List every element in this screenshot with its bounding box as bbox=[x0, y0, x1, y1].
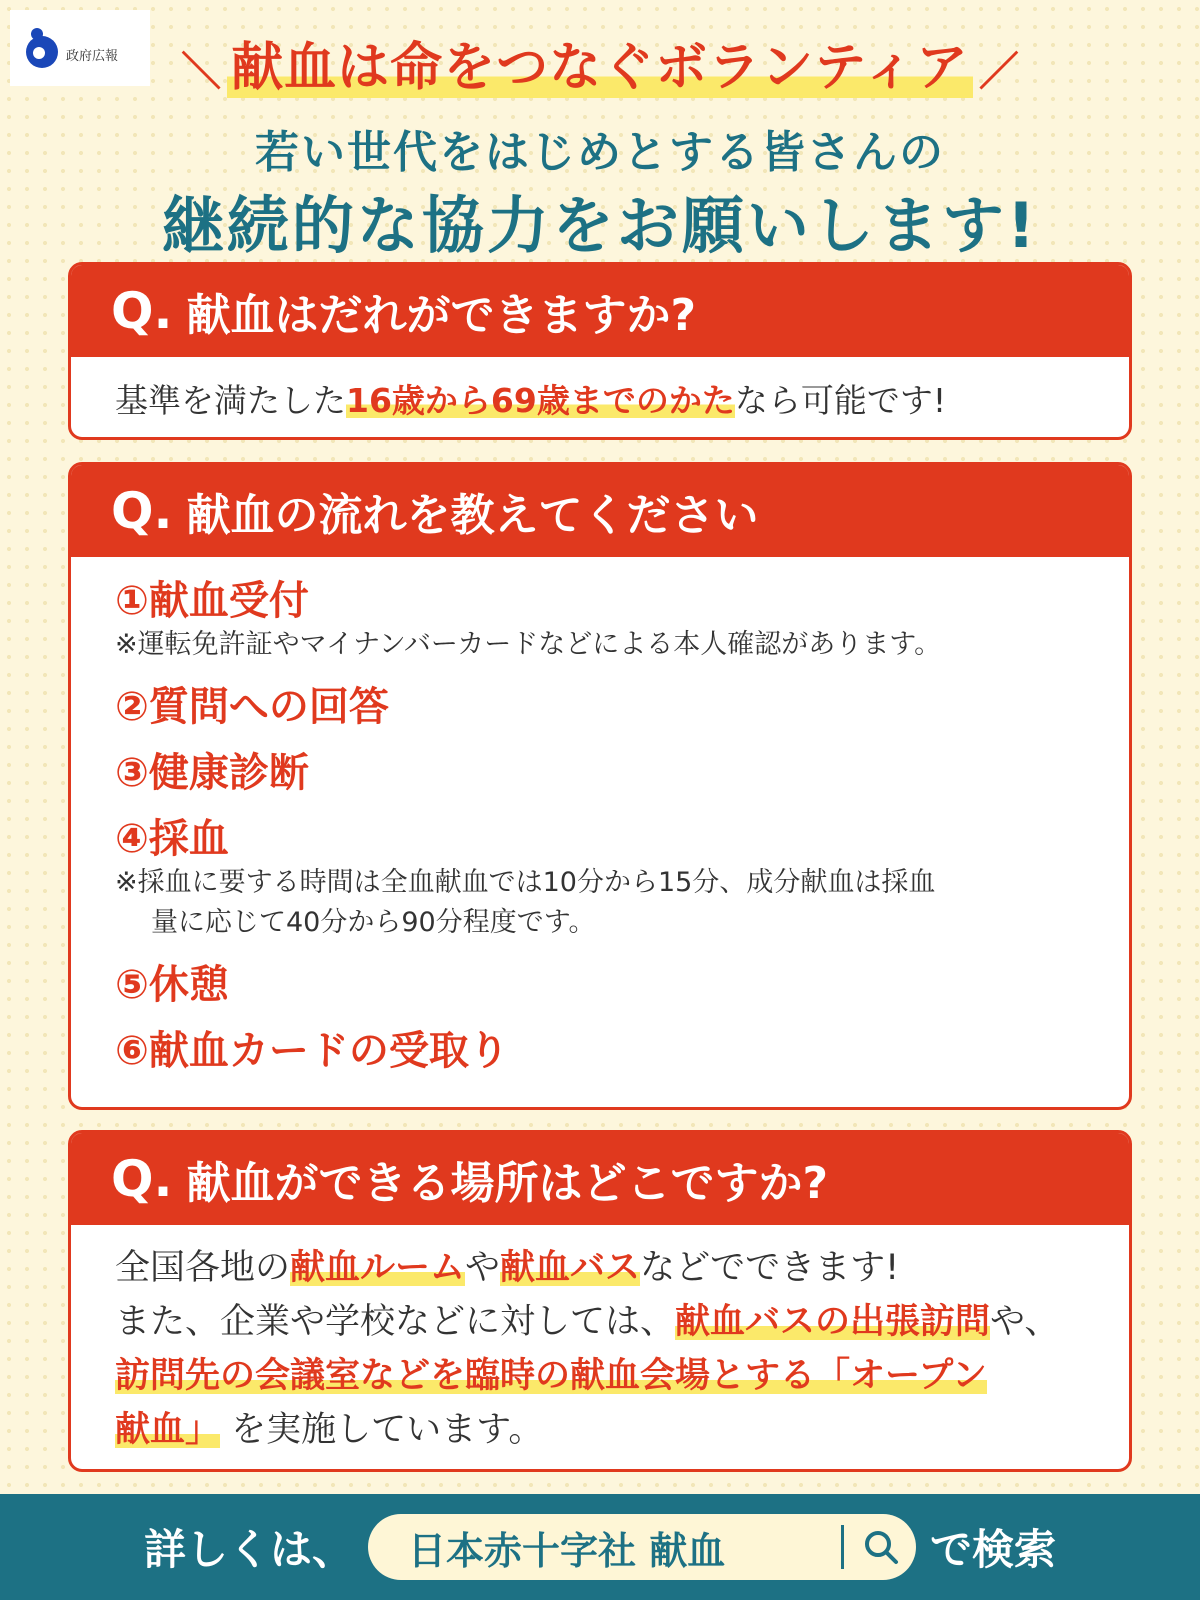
step-card-receipt: ⑥献血カードの受取り bbox=[115, 1028, 509, 1074]
text-segment: を実施しています。 bbox=[231, 1410, 544, 1450]
qa-card-where bbox=[68, 1130, 1132, 1472]
q-mark: Q. bbox=[111, 482, 173, 540]
step-blood-draw: ④採血 bbox=[115, 816, 229, 862]
answer-line1 bbox=[115, 1241, 1085, 1295]
subtitle-line1: 若い世代をはじめとする皆さんの bbox=[255, 127, 945, 178]
subtitle-line2: 継続的な協力をお願いします! bbox=[161, 189, 1039, 262]
search-term: 日本赤十字社 献血 bbox=[408, 1528, 726, 1573]
text-segment: などでできます! bbox=[640, 1248, 900, 1288]
step-blood-draw-note-line1: ※採血に要する時間は全血献血では10分から15分、成分献血は採血 bbox=[115, 867, 936, 898]
answer-line2 bbox=[115, 1295, 1085, 1349]
step-reception-note: ※運転免許証やマイナンバーカードなどによる本人確認があります。 bbox=[115, 629, 942, 660]
question-header bbox=[71, 1133, 1129, 1225]
text-segment: や bbox=[465, 1248, 501, 1288]
answer-line3 bbox=[115, 1349, 1085, 1403]
question-text: 献血の流れを教えてください bbox=[186, 490, 759, 541]
logo-text: 政府広報 bbox=[66, 48, 119, 64]
highlight-blood-bus: 献血バス bbox=[500, 1248, 641, 1288]
footer-suffix: で検索 bbox=[930, 1525, 1057, 1574]
right-slash-decoration: ／ bbox=[978, 48, 1019, 95]
answer-highlight: 16歳から69歳までのかた bbox=[346, 381, 735, 420]
step-questionnaire: ②質問への回答 bbox=[115, 684, 389, 730]
footer-prefix: 詳しくは、 bbox=[143, 1525, 354, 1574]
left-slash-decoration: ＼ bbox=[181, 48, 222, 95]
question-text: 献血はだれができますか? bbox=[186, 290, 697, 341]
step-blood-draw-note-line2: 量に応じて40分から90分程度です。 bbox=[151, 907, 596, 938]
step-health-check: ③健康診断 bbox=[115, 750, 309, 796]
search-box[interactable] bbox=[368, 1514, 916, 1580]
text-segment: 全国各地の bbox=[115, 1248, 291, 1288]
tagline bbox=[0, 32, 1200, 104]
answer-body bbox=[71, 1225, 1129, 1457]
answer-post: なら可能です! bbox=[734, 381, 947, 420]
q-mark: Q. bbox=[111, 1150, 173, 1208]
step-reception: ①献血受付 bbox=[115, 578, 309, 624]
question-text: 献血ができる場所はどこですか? bbox=[186, 1158, 829, 1209]
search-icon[interactable] bbox=[854, 1520, 908, 1574]
highlight-open-donation: 訪問先の会議室などを臨時の献血会場とする「オープン bbox=[115, 1356, 987, 1396]
answer-body bbox=[71, 357, 1129, 422]
qa-card-flow bbox=[68, 462, 1132, 1110]
qa-card-who bbox=[68, 262, 1132, 440]
answer-pre: 基準を満たした bbox=[115, 381, 346, 420]
highlight-open-donation-end: 献血」 bbox=[115, 1410, 221, 1450]
text-segment: また、企業や学校などに対しては、 bbox=[115, 1302, 676, 1342]
question-header bbox=[71, 465, 1129, 557]
search-divider bbox=[841, 1525, 844, 1569]
answer-line4 bbox=[115, 1403, 1085, 1457]
q-mark: Q. bbox=[111, 282, 173, 340]
step-rest: ⑤休憩 bbox=[115, 962, 229, 1008]
highlight-blood-room: 献血ルーム bbox=[290, 1248, 466, 1288]
tagline-text: 献血は命をつなぐボランティア bbox=[227, 32, 973, 104]
answer-body bbox=[71, 557, 1129, 1075]
highlight-bus-visit: 献血バスの出張訪問 bbox=[675, 1302, 991, 1342]
text-segment: や、 bbox=[990, 1302, 1060, 1342]
footer-search-banner bbox=[0, 1494, 1200, 1600]
question-header bbox=[71, 265, 1129, 357]
